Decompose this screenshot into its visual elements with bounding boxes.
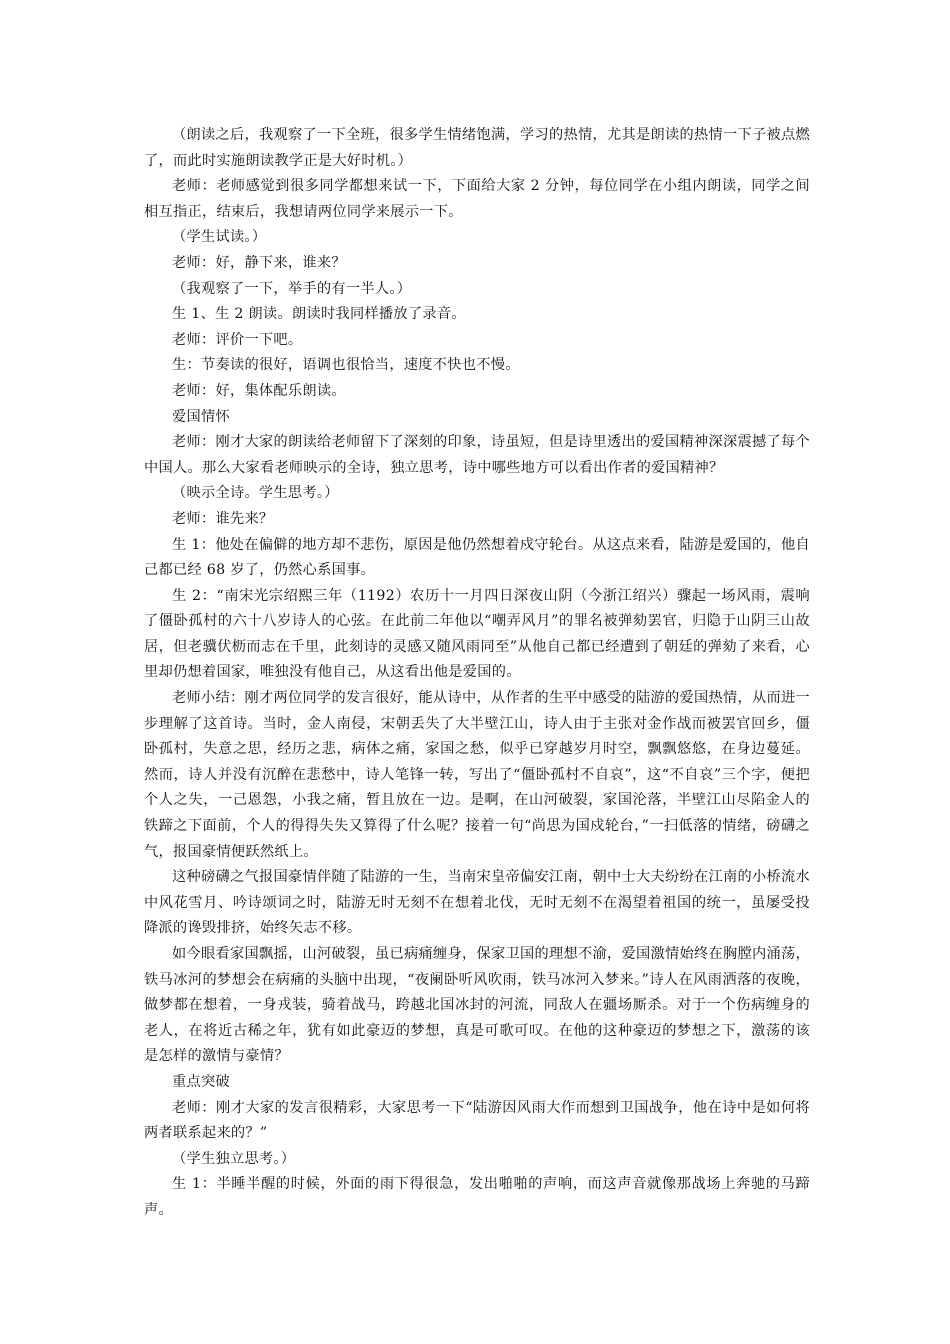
paragraph: 老师：谁先来？: [172, 510, 274, 527]
section-heading: 爱国情怀: [172, 408, 230, 425]
section-heading: 重点突破: [172, 1073, 230, 1090]
paragraph: （学生独立思考。）: [172, 1150, 296, 1167]
paragraph: 老师：好，静下来，谁来？: [172, 254, 346, 271]
paragraph: 生 2：“南宋光宗绍熙三年（1192）农历十一月四日深夜山阴（今浙江绍兴）骤起一场风雨，震响了僵卧孤村的六十八岁诗人的心弦。在此前二年他以“嘲弄风月”的罪名被弹劾罢官，归隐于山阴三山故居，但老骥伏枥而志在千里，此刻诗的灵感又随风雨同至”从他自己都已经遭到了朝廷的弹劾了来看，心里却仍想着国家，唯独没有他自己，从这看出他是爱国的。: [144, 587, 810, 681]
paragraph: （学生试读。）: [172, 229, 267, 246]
paragraph: 如今眼看家国飘摇，山河破裂，虽已病痛缠身，保家卫国的理想不渝，爱国激情始终在胸膛内涌荡，铁马冰河的梦想会在病痛的头脑中出现，“夜阑卧听风吹雨，铁马冰河入梦来。”诗人在风雨洒落的夜晚，做梦都在想着，一身戎装，骑着战马，跨越北国冰封的河流，同敌人在疆场厮杀。对于一个伤病缠身的老人，在将近古稀之年，犹有如此豪迈的梦想，真是可歌可叹。在他的这种豪迈的梦想之下，激荡的该是怎样的激情与豪情？: [144, 946, 810, 1065]
paragraph: 老师：刚才大家的发言很精彩，大家思考一下“陆游因风雨大作而想到卫国战争，他在诗中是如何将两者联系起来的？”: [144, 1099, 810, 1142]
paragraph: （我观察了一下，举手的有一半人。）: [172, 280, 412, 297]
paragraph: （朗读之后，我观察了一下全班，很多学生情绪饱满，学习的热情，尤其是朗读的热情一下子被点燃了，而此时实施朗读教学正是大好时机。）: [144, 127, 810, 169]
paragraph: 老师：评价一下吧。: [172, 331, 303, 348]
paragraph: 老师：老师感觉到很多同学都想来试一下，下面给大家 2 分钟，每位同学在小组内朗读，同学之间相互指正，结束后，我想请两位同学来展示一下。: [144, 178, 810, 220]
paragraph: 生 1：半睡半醒的时候，外面的雨下得很急，发出啪啪的声响，而这声音就像那战场上奔驰的马蹄声。: [144, 1176, 810, 1218]
paragraph: 老师：刚才大家的朗读给老师留下了深刻的印象，诗虽短，但是诗里透出的爱国精神深深震撼了每个中国人。那么大家看老师映示的全诗，独立思考，诗中哪些地方可以看出作者的爱国精神？: [144, 434, 810, 476]
paragraph: 老师小结：刚才两位同学的发言很好，能从诗中，从作者的生平中感受的陆游的爱国热情，从而进一步理解了这首诗。当时，金人南侵，宋朝丢失了大半壁江山，诗人由于主张对金作战而被罢官回乡，僵卧孤村，失意之思，经历之悲，病体之痛，家国之愁，似乎已穿越岁月时空，飘飘悠悠，在身边蔓延。然而，诗人并没有沉醉在悲愁中，诗人笔锋一转，写出了“僵卧孤村不自哀”，这“不自哀”三个字，便把个人之失，一己恩怨，小我之痛，暂且放在一边。是啊，在山河破裂，家国沦落，半壁江山尽陷金人的铁蹄之下面前，个人的得得失失又算得了什么呢？接着一句“尚思为国戍轮台，”一扫低落的情绪，磅礴之气，报国豪情便跃然纸上。: [144, 690, 810, 860]
paragraph: 生 1：他处在偏僻的地方却不悲伤，原因是他仍然想着戍守轮台。从这点来看，陆游是爱国的，他自己都已经 68 岁了，仍然心系国事。: [144, 536, 810, 579]
paragraph: 老师：好，集体配乐朗读。: [172, 382, 346, 399]
paragraph: （映示全诗。学生思考。）: [172, 485, 339, 502]
paragraph: 这种磅礴之气报国豪情伴随了陆游的一生，当南宋皇帝偏安江南，朝中士大夫纷纷在江南的小桥流水中风花雪月、吟诗颂词之时，陆游无时无刻不在想着北伐，无时无刻不在渴望着祖国的统一，虽屡受投降派的谗毁排挤，始终矢志不移。: [144, 869, 810, 937]
paragraph: 生 1、生 2 朗读。朗读时我同样播放了录音。: [172, 306, 466, 323]
document-body: [144, 123, 810, 1224]
paragraph: 生：节奏读的很好，语调也很恰当，速度不快也不慢。: [172, 357, 520, 374]
